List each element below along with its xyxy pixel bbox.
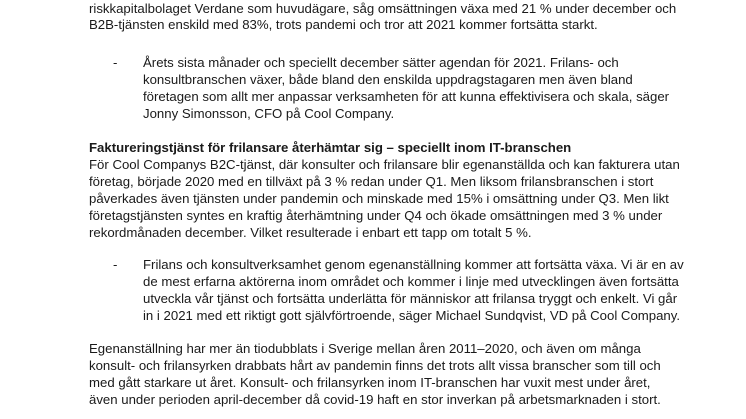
text-line: Egenanställning har mer än tiodubblats i Sverige mellan åren 2011–2020, och även om många (89, 341, 641, 356)
text-line: in i 2021 med ett riktigt gott självförtroende, säger Michael Sundqvist, VD på Cool Company. (143, 308, 681, 323)
text-line: företagstjänsten syntes en kraftig återhämtning under Q4 och ökade omsättningen med 3 % under (89, 208, 663, 223)
text-line: med gått starkare ut året. Konsult- och frilansyrken inom IT-branschen har vuxit mest under året, (89, 375, 651, 390)
text-line: För Cool Companys B2C-tjänst, där konsulter och frilansare blir egenanställda och kan fakturera utan (89, 157, 680, 172)
text-line: även under perioden april-december då covid-19 haft en stor inverkan på arbetsmarknaden i stort. (89, 392, 661, 407)
text-line: riskkapitalbolaget Verdane som huvudägare, såg omsättningen växa med 21 % under december och (89, 1, 677, 16)
text-line: de mest erfarna aktörerna inom området och kommer i linje med utvecklingen även fortsätta (143, 274, 679, 289)
bullet-dash: - (113, 257, 118, 272)
text-line: Jonny Simonsson, CFO på Cool Company. (143, 106, 395, 121)
text-line: Årets sista månader och speciellt december sätter agendan för 2021. Frilans- och (143, 55, 619, 70)
text-line: utveckla vår tjänst och fortsätta underlätta för människor att frilansa tryggt och enkelt. Vi går (143, 291, 678, 306)
text-line: företagen som allt mer anpassar verksamheten för att kunna effektivisera och skala, säger (143, 89, 670, 104)
bullet-dash: - (113, 55, 118, 70)
text-line: påverkades även tjänsten under pandemin och minskade med 15% i omsättning under Q3. Men likt (89, 191, 669, 206)
text-line: konsult- och frilansyrken drabbats hårt av pandemin finns det trots allt vissa branscher som till och (89, 358, 661, 373)
text-line: B2B-tjänsten enskild med 83%, trots pandemi och tror att 2021 kommer fortsätta starkt. (89, 17, 598, 32)
section-heading: Faktureringstjänst för frilansare återhämtar sig – speciellt inom IT-branschen (89, 140, 572, 155)
text-line: företag, började 2020 med en tillväxt på 3 % redan under Q1. Men liksom frilansbranschen i stort (89, 174, 654, 189)
text-line: konsultbranschen växer, både bland den enskilda uppdragstagaren men även bland (143, 72, 633, 87)
text-line: Frilans och konsultverksamhet genom egenanställning kommer att fortsätta växa. Vi är en av (143, 257, 684, 272)
text-line: rekordmånaden december. Vilket resulterade i enbart ett tapp om totalt 5 %. (89, 225, 532, 240)
